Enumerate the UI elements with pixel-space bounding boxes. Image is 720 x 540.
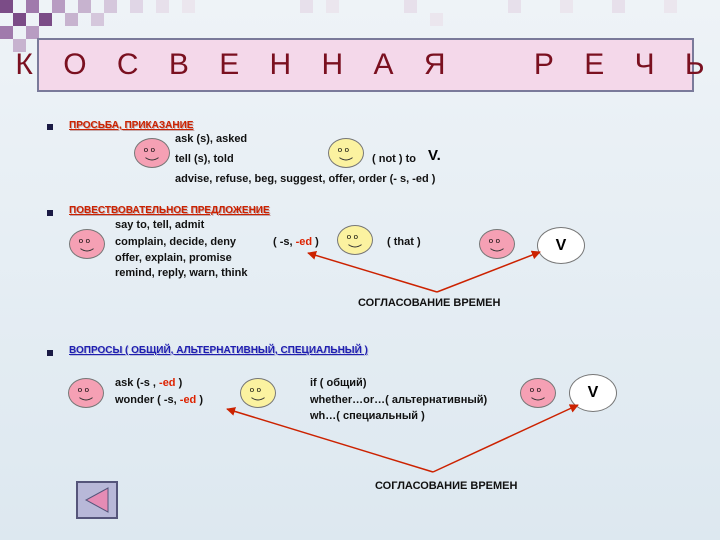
- svg-text:o o: o o: [77, 385, 90, 395]
- section2-agreement: СОГЛАСОВАНИЕ ВРЕМЕН: [358, 297, 501, 309]
- section3-if: if ( общий): [310, 377, 367, 389]
- svg-text:o o: o o: [337, 145, 350, 155]
- arrow-right-s3: [433, 405, 578, 472]
- section2-that: ( that ): [387, 236, 421, 248]
- section3-whether: whether…or…( альтернативный): [310, 394, 488, 406]
- section1-verb: V.: [428, 147, 441, 164]
- triangle-left-icon: [78, 483, 116, 517]
- section2-line4: remind, reply, warn, think: [115, 267, 248, 279]
- section2-line1: say to, tell, admit: [115, 219, 205, 231]
- section2-line3: offer, explain, promise: [115, 252, 232, 264]
- section2-suffix: ( -s, -ed ): [273, 236, 319, 248]
- section1-heading: ПРОСЬБА, ПРИКАЗАНИЕ: [69, 120, 194, 131]
- svg-text:o o: o o: [143, 145, 156, 155]
- section1-line3: advise, refuse, beg, suggest, offer, order (- s, -ed ): [175, 173, 436, 185]
- svg-text:o o: o o: [488, 236, 501, 246]
- page-title: К О С В Е Н Н А Я Р Е Ч Ь: [15, 48, 716, 81]
- svg-text:o o: o o: [529, 385, 542, 395]
- svg-text:o o: o o: [78, 236, 91, 246]
- back-button[interactable]: [76, 481, 118, 519]
- section1-not-to: ( not ) to: [372, 153, 416, 165]
- arrow-left-s2: [308, 253, 437, 292]
- svg-text:o o: o o: [249, 385, 262, 395]
- section3-heading: ВОПРОСЫ ( ОБЩИЙ, АЛЬТЕРНАТИВНЫЙ, СПЕЦИАЛЬНЫЙ ): [69, 345, 368, 356]
- arrow-left-s3: [227, 409, 433, 472]
- section1-line1: ask (s), asked: [175, 133, 248, 145]
- section2-verb: V: [555, 236, 567, 254]
- section3-agreement: СОГЛАСОВАНИЕ ВРЕМЕН: [375, 480, 518, 492]
- section2-heading: ПОВЕСТВОВАТЕЛЬНОЕ ПРЕДЛОЖЕНИЕ: [69, 205, 270, 216]
- section2-line2: complain, decide, deny: [115, 236, 237, 248]
- section3-verb: V: [587, 384, 599, 401]
- section3-wonder: wonder ( -s, -ed ): [115, 394, 204, 406]
- svg-text:o o: o o: [346, 232, 359, 242]
- section1-line2: tell (s), told: [175, 153, 234, 165]
- section3-ask: ask (-s , -ed ): [115, 377, 183, 389]
- section3-wh: wh…( специальный ): [310, 410, 425, 422]
- arrow-right-s2: [437, 252, 540, 292]
